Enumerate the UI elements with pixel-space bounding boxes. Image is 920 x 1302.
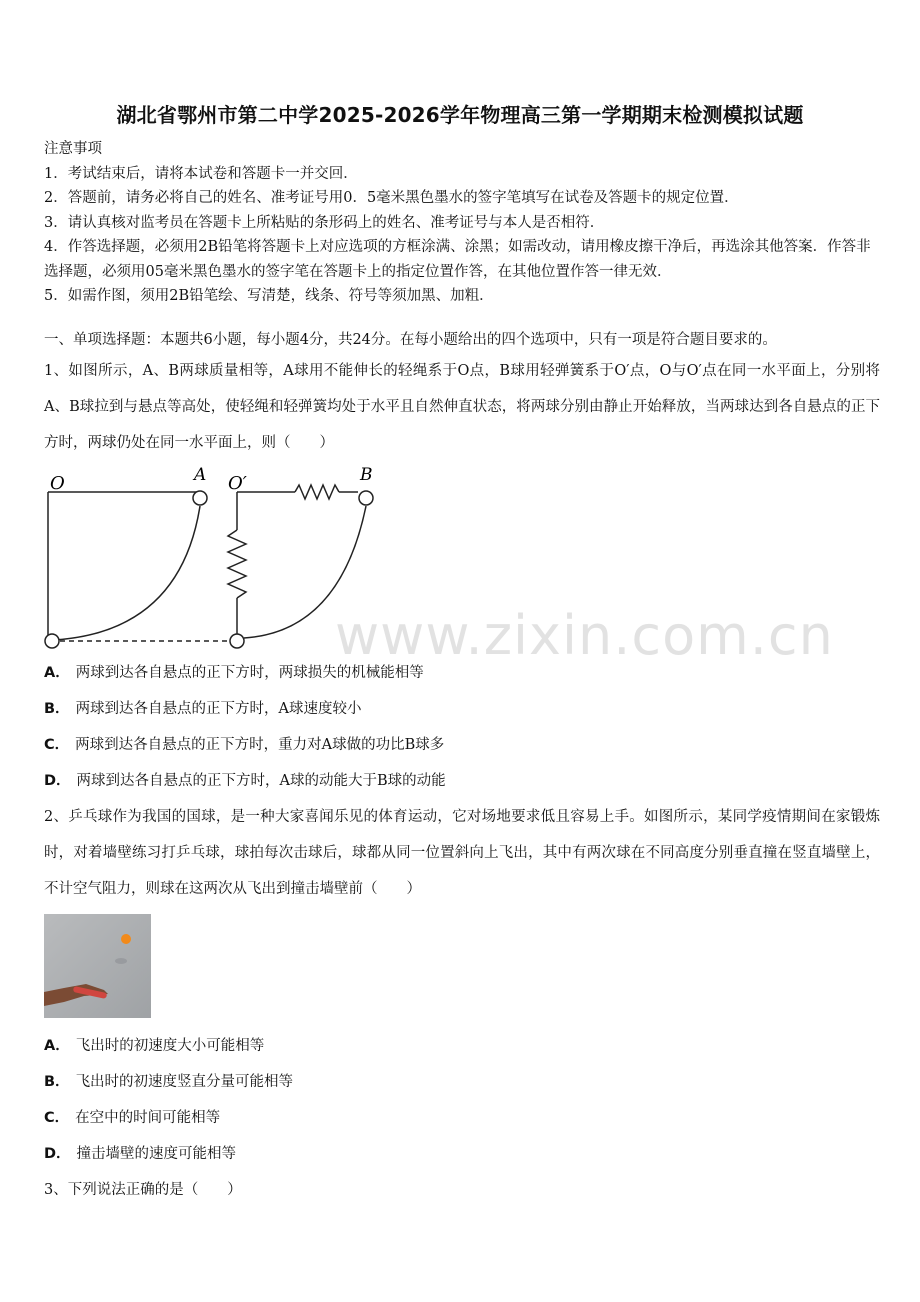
label-o-prime: O′ — [228, 473, 247, 494]
ball-b — [359, 491, 373, 505]
page-title: 湖北省鄂州市第二中学2025-2026学年物理高三第一学期期末检测模拟试题 — [116, 103, 804, 127]
q2-option-b: B． 飞出时的初速度竖直分量可能相等 — [44, 1074, 294, 1090]
q1-option-b: B． 两球到达各自悬点的正下方时，A球速度较小 — [44, 701, 362, 717]
section-heading: 一、单项选择题：本题共6小题，每小题4分，共24分。在每小题给出的四个选项中，只有一项是符合题目要求的。 — [44, 332, 777, 348]
q2-option-c: C． 在空中的时间可能相等 — [44, 1110, 221, 1126]
notice-item: 5．如需作图，须用2B铅笔绘、写清楚，线条、符号等须加黑、加粗． — [44, 288, 494, 304]
notice-block — [44, 137, 884, 309]
spring-vertical — [228, 530, 246, 598]
notice-heading: 注意事项 — [44, 141, 102, 157]
ball-a — [193, 491, 207, 505]
question-1-text: 1、如图所示，A、B两球质量相等，A球用不能伸长的轻绳系于O点，B球用轻弹簧系于O′点，O与O′点在同一水平面上，分别将A、B球拉到与悬点等高处，使轻绳和轻弹簧均处于水平且自然伸直状态，将两球分别由静止开始释放，当两球达到各自悬点的正下方时，两球仍处在同一水平面上，则（ ） — [44, 363, 880, 451]
q1-option-a: A． 两球到达各自悬点的正下方时，两球损失的机械能相等 — [44, 665, 424, 681]
q1-option-c: C． 两球到达各自悬点的正下方时，重力对A球做的功比B球多 — [44, 737, 445, 753]
question-2-text: 2、乒乓球作为我国的国球，是一种大家喜闻乐见的体育运动，它对场地要求低且容易上手。如图所示，某同学疫情期间在家锻炼时，对着墙壁练习打乒乓球，球拍每次击球后，球都从同一位置斜向上飞出，其中有两次球在不同高度分别垂直撞在竖直墙壁上，不计空气阻力，则球在这两次从飞出到撞击墙壁前（ ） — [44, 809, 880, 897]
ball-icon — [121, 934, 131, 944]
q2-option-a: A． 飞出时的初速度大小可能相等 — [44, 1038, 265, 1054]
label-o: O — [50, 473, 65, 494]
path-a — [54, 506, 200, 640]
ping-pong-photo — [44, 914, 151, 1018]
watermark: www.zixin.com.cn — [335, 604, 834, 667]
notice-item: 2．答题前，请务必将自己的姓名、准考证号用0．5毫米黑色墨水的签字笔填写在试卷及答题卡的规定位置． — [44, 190, 739, 206]
q1-option-d: D． 两球到达各自悬点的正下方时，A球的动能大于B球的动能 — [44, 773, 446, 789]
label-b: B — [360, 465, 373, 485]
q2-option-d: D． 撞击墙壁的速度可能相等 — [44, 1146, 237, 1162]
question-3-text: 3、下列说法正确的是（ ） — [44, 1182, 242, 1198]
notice-item: 3．请认真核对监考员在答题卡上所粘贴的条形码上的姓名、准考证号与本人是否相符． — [44, 214, 605, 231]
notice-item: 4．作答选择题，必须用2B铅笔将答题卡上对应选项的方框涂满、涂黑；如需改动，请用橡皮擦干净后，再选涂其他答案．作答非选择题，必须用05毫米黑色墨水的签字笔在答题卡上的指定位置作答，在其他位置作答一律无效． — [44, 239, 871, 280]
notice-item: 1．考试结束后，请将本试卷和答题卡一并交回． — [44, 165, 358, 182]
spring-horizontal — [295, 485, 339, 499]
label-a: A — [194, 465, 207, 485]
